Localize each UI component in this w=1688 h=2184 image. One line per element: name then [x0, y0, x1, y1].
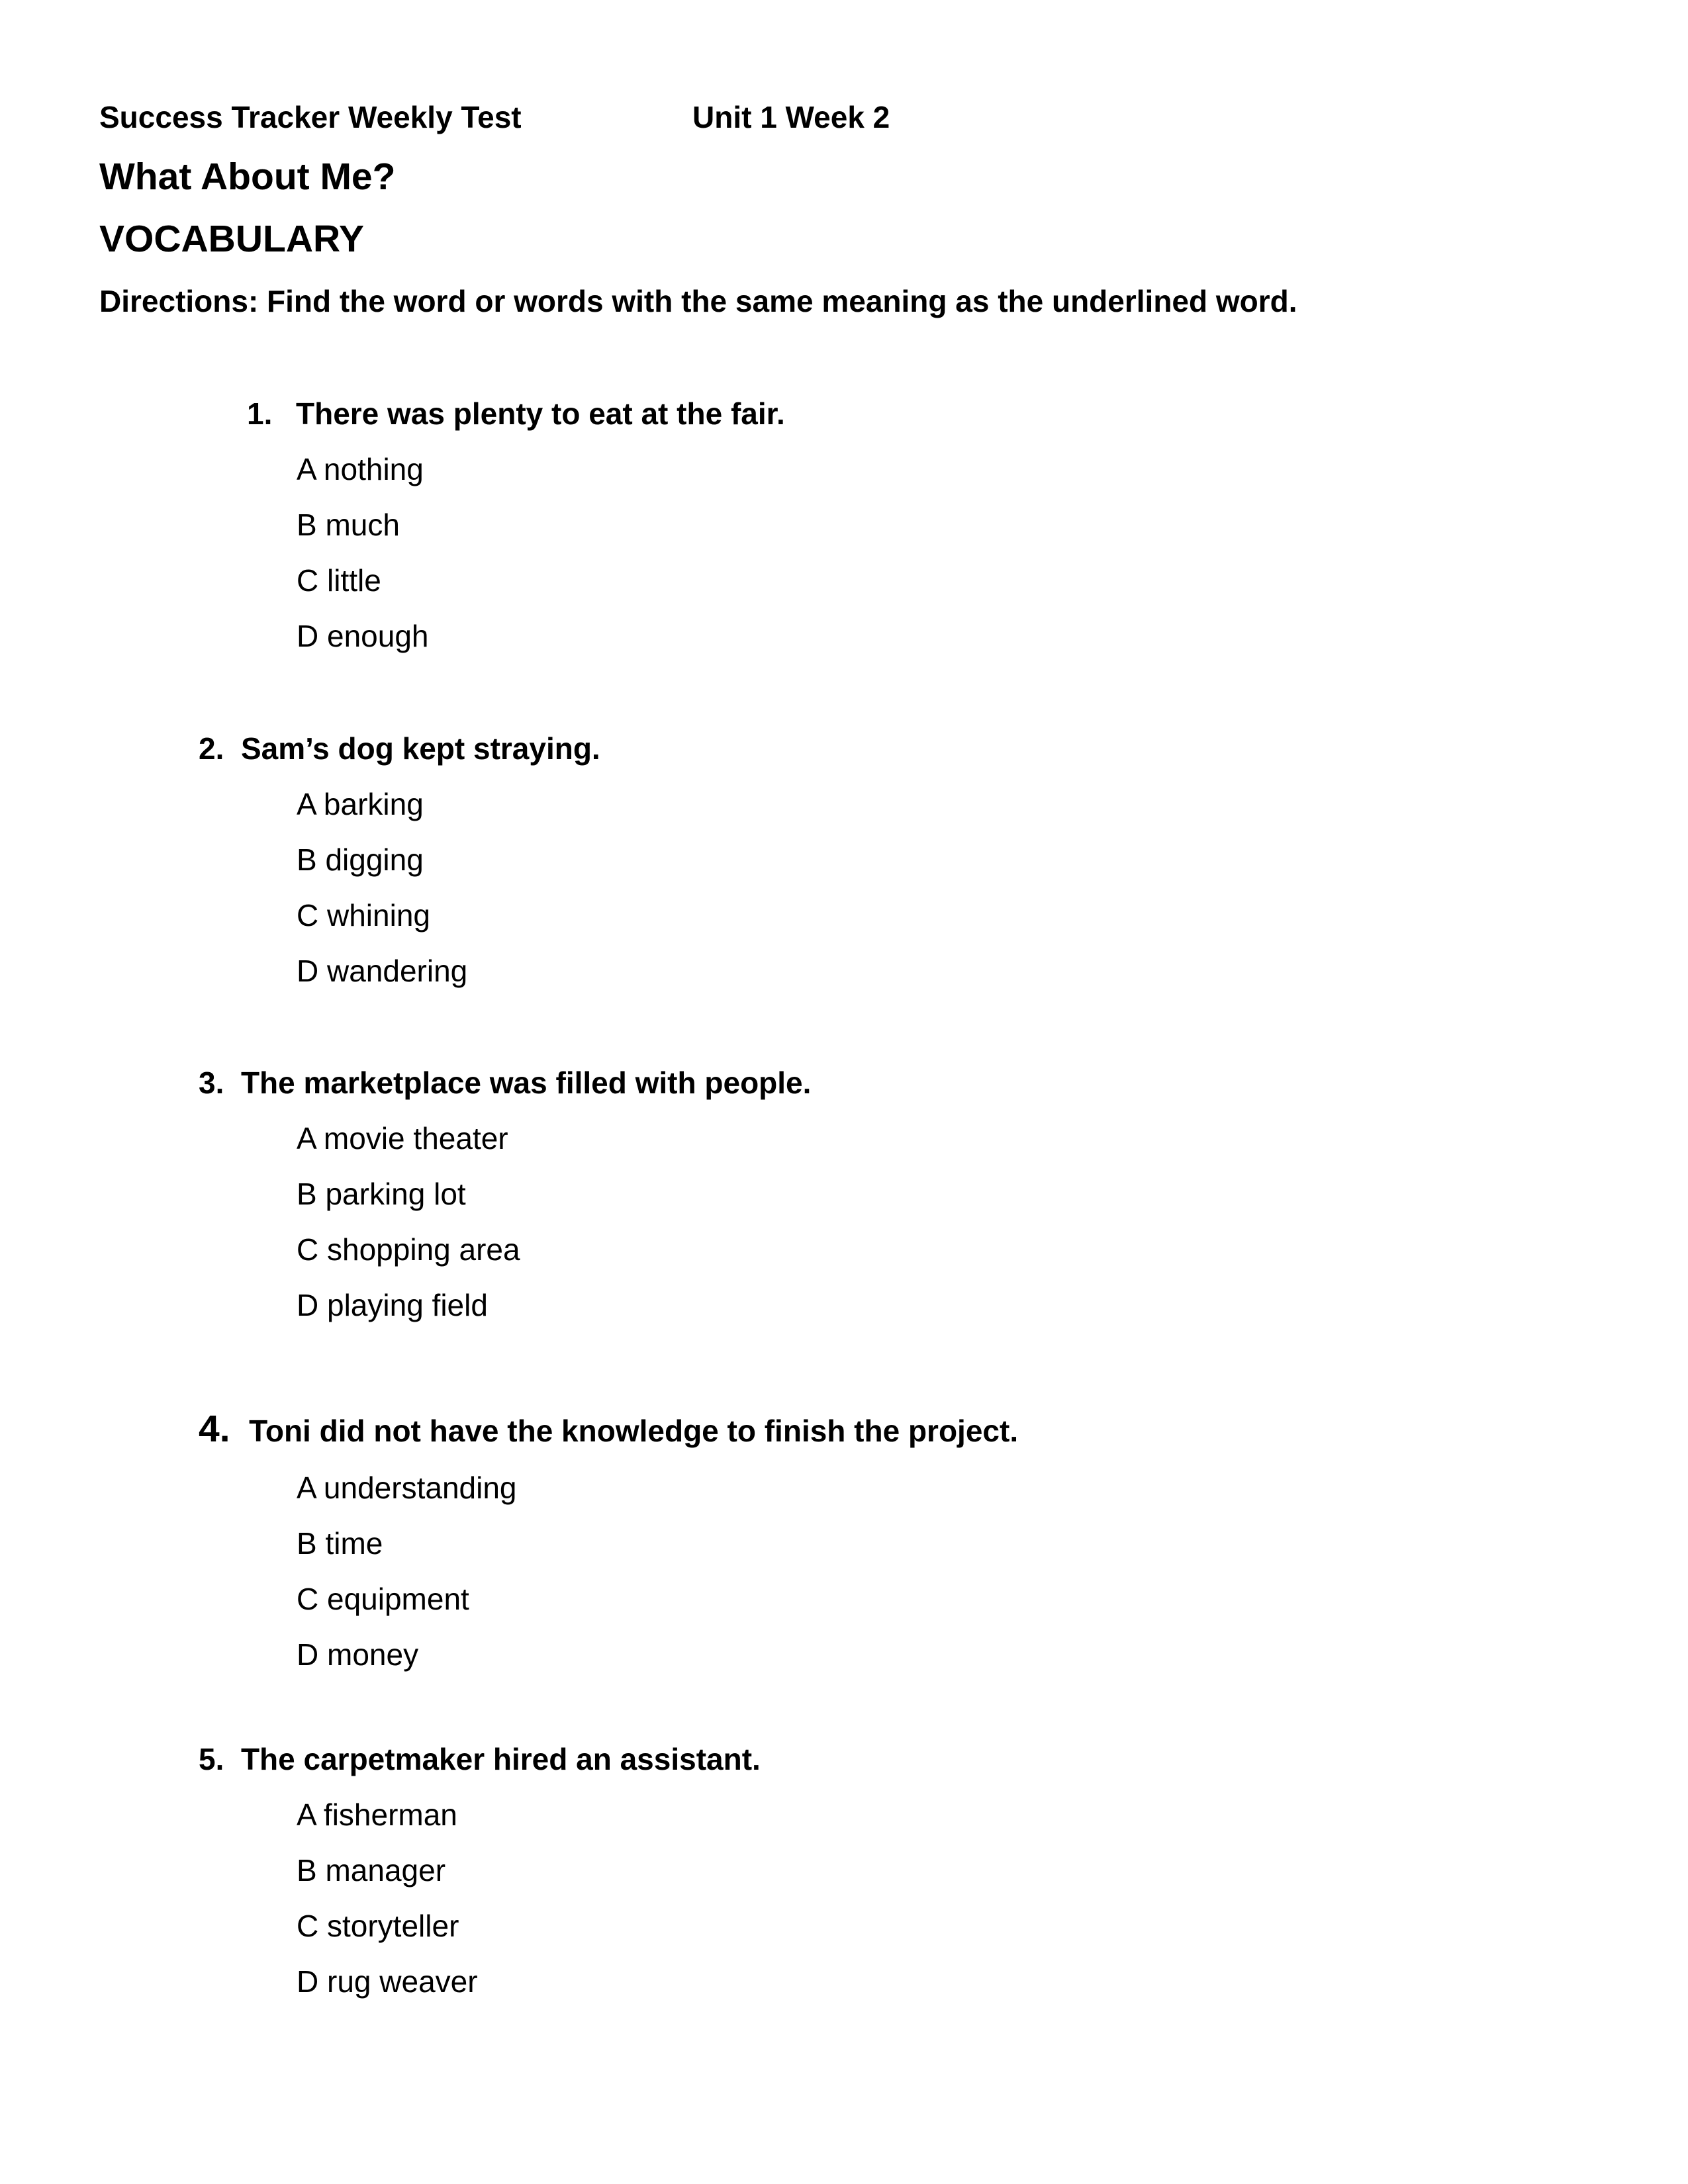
question-text: The carpetmaker hired an assistant.	[240, 1742, 761, 1776]
page-header	[99, 99, 1291, 139]
option-a: A movie theater	[297, 1121, 508, 1156]
option-c: C shopping area	[297, 1232, 520, 1267]
option-c: C whining	[297, 898, 430, 933]
option-a: A barking	[297, 787, 424, 821]
option-c: C storyteller	[297, 1909, 459, 1943]
question-number: 1.	[247, 396, 273, 431]
question-number: 3.	[199, 1066, 233, 1100]
option-a: A nothing	[297, 452, 424, 486]
question-number: 5.	[199, 1742, 233, 1776]
unit-week: Unit 1 Week 2	[692, 100, 890, 134]
option-d: D rug weaver	[297, 1964, 478, 1999]
option-b: B manager	[297, 1853, 446, 1888]
option-d: D wandering	[297, 954, 468, 988]
question-text: Toni did not have the knowledge to finish the project.	[249, 1414, 1019, 1448]
option-b: B much	[297, 508, 400, 542]
question-text: The marketplace was filled with people.	[240, 1066, 812, 1100]
page-title: What About Me?	[99, 156, 396, 198]
question-number: 4.	[199, 1408, 241, 1450]
option-d: D playing field	[297, 1288, 488, 1322]
question-stem	[199, 1741, 761, 1777]
question-stem	[199, 1408, 1019, 1450]
question-stem	[199, 731, 600, 766]
question-number: 2.	[199, 731, 233, 766]
question-stem	[199, 1065, 811, 1101]
option-a: A understanding	[297, 1471, 517, 1505]
option-b: B time	[297, 1526, 383, 1561]
question-text: There was plenty to eat at the fair.	[296, 396, 785, 431]
option-a: A fisherman	[297, 1797, 457, 1832]
test-name: Success Tracker Weekly Test	[99, 100, 522, 134]
section-heading: VOCABULARY	[99, 218, 365, 260]
option-b: B digging	[297, 842, 424, 877]
option-c: C little	[297, 563, 381, 598]
directions: Directions: Find the word or words with the same meaning as the underlined word.	[99, 284, 1297, 318]
option-d: D money	[297, 1637, 419, 1672]
option-d: D enough	[297, 619, 429, 653]
question-text: Sam’s dog kept straying.	[240, 731, 600, 766]
option-b: B parking lot	[297, 1177, 466, 1211]
option-c: C equipment	[297, 1582, 469, 1616]
